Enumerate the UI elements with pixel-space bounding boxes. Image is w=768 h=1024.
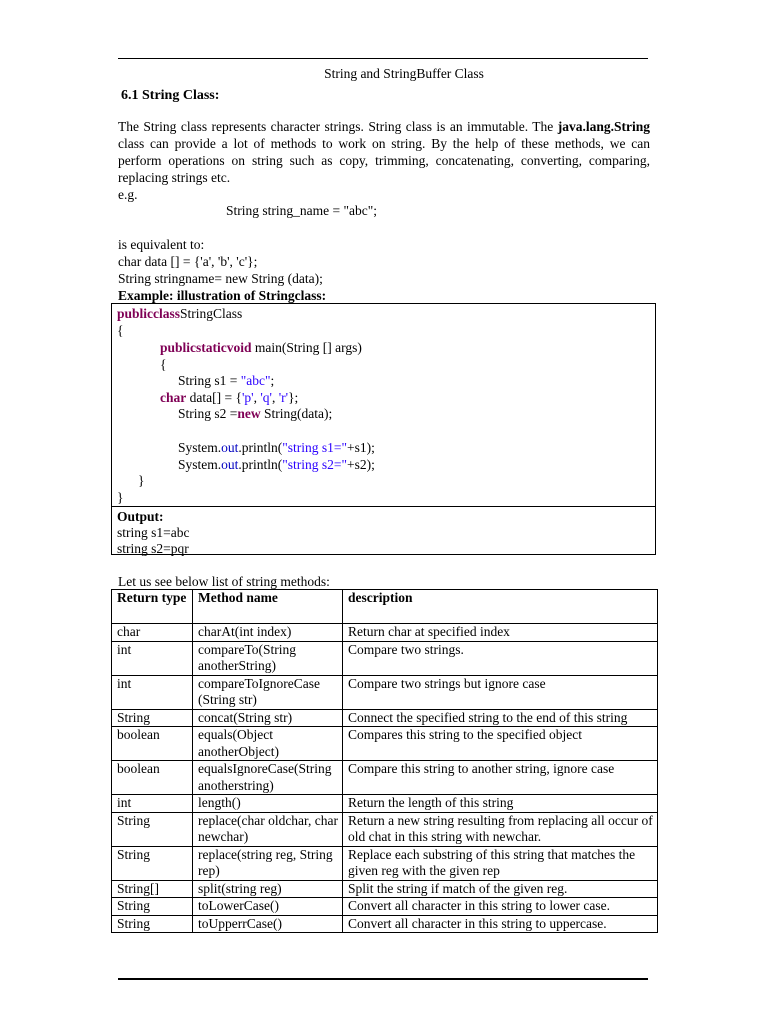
description-cell: Connect the specified string to the end of this string (343, 709, 658, 727)
return-type-cell: boolean (112, 761, 193, 795)
description-cell: Compares this string to the specified object (343, 727, 658, 761)
code-field: out (221, 457, 239, 472)
return-type-cell: String (112, 709, 193, 727)
method-name-cell: equalsIgnoreCase(String anotherstring) (193, 761, 343, 795)
methods-table (111, 589, 658, 933)
code-text: .println( (238, 457, 283, 472)
code-text: System. (178, 440, 222, 455)
bottom-rule (118, 978, 648, 980)
output-divider (112, 506, 655, 507)
description-cell: Return the length of this string (343, 795, 658, 813)
code-line-8 (178, 439, 375, 456)
code-text: String(data); (260, 406, 333, 421)
code-field: out (221, 440, 239, 455)
code-line-9 (178, 456, 375, 473)
description-cell: Convert all character in this string to lower case. (343, 898, 658, 916)
method-name-cell: length() (193, 795, 343, 813)
code-keyword: publicstaticvoid (160, 340, 252, 355)
code-line-1 (117, 305, 242, 322)
header-return-type: Return type (112, 590, 193, 624)
header-method-name: Method name (193, 590, 343, 624)
code-string: 'p' (241, 390, 254, 405)
code-text: ; (270, 373, 275, 388)
table-header-row (112, 590, 658, 624)
description-cell: Split the string if match of the given reg. (343, 880, 658, 898)
method-name-cell: charAt(int index) (193, 624, 343, 642)
table-row (112, 915, 658, 933)
eg-label: e.g. (118, 187, 138, 202)
method-name-cell: equals(Object anotherObject) (193, 727, 343, 761)
method-name-cell: compareTo(String anotherString) (193, 641, 343, 675)
code-text: System. (178, 457, 222, 472)
return-type-cell: String (112, 846, 193, 880)
equivalent-block (118, 236, 323, 287)
code-text: +s2); (347, 457, 375, 472)
method-name-cell: concat(String str) (193, 709, 343, 727)
section-heading: 6.1 String Class: (121, 88, 220, 103)
table-row (112, 675, 658, 709)
return-type-cell: int (112, 641, 193, 675)
return-type-cell: boolean (112, 727, 193, 761)
output-line-1: string s1=abc (117, 525, 190, 540)
code-line-5 (178, 372, 274, 389)
code-keyword: char (160, 390, 187, 405)
description-cell: Return char at specified index (343, 624, 658, 642)
method-name-cell: toLowerCase() (193, 898, 343, 916)
return-type-cell: int (112, 795, 193, 813)
code-string: "abc" (240, 373, 271, 388)
code-line-2: { (117, 323, 124, 338)
method-name-cell: replace(char oldchar, char newchar) (193, 812, 343, 846)
code-line-4: { (160, 357, 167, 372)
code-keyword: publicclass (117, 306, 181, 321)
code-line-7 (178, 405, 332, 422)
return-type-cell: int (112, 675, 193, 709)
table-row (112, 898, 658, 916)
table-row (112, 880, 658, 898)
methods-intro: Let us see below list of string methods: (118, 574, 330, 589)
method-name-cell: toUpperrCase() (193, 915, 343, 933)
code-string: 'q' (260, 390, 272, 405)
code-line-10: } (138, 473, 145, 488)
code-text: StringClass (180, 306, 243, 321)
code-text: +s1); (347, 440, 375, 455)
description-cell: Return a new string resulting from replacing all occur of old chat in this string with newchar. (343, 812, 658, 846)
intro-text-1: The String class represents character strings. String class is an immutable. The (118, 119, 558, 134)
code-box (111, 303, 656, 555)
description-cell: Compare this string to another string, ignore case (343, 761, 658, 795)
code-text: String s2 = (178, 406, 238, 421)
table-row (112, 795, 658, 813)
equivalent-label: is equivalent to: (118, 237, 205, 252)
header-description: description (343, 590, 658, 624)
return-type-cell: String (112, 812, 193, 846)
return-type-cell: char (112, 624, 193, 642)
code-string: "string s2=" (282, 457, 348, 472)
example-title: Example: illustration of Stringclass: (118, 288, 327, 303)
equivalent-line-2: String stringname= new String (data); (118, 271, 323, 286)
method-name-cell: split(string reg) (193, 880, 343, 898)
intro-paragraph (118, 118, 650, 186)
code-text: .println( (238, 440, 283, 455)
equivalent-line-1: char data [] = {'a', 'b', 'c'}; (118, 254, 258, 269)
table-row (112, 727, 658, 761)
code-line-6 (160, 389, 298, 406)
code-string: "string s1=" (282, 440, 348, 455)
eg-declaration: String string_name = "abc"; (226, 203, 377, 218)
return-type-cell: String (112, 915, 193, 933)
code-text: String s1 = (178, 373, 241, 388)
output-line-2: string s2=pqr (117, 541, 189, 556)
code-keyword: new (237, 406, 261, 421)
description-cell: Compare two strings but ignore case (343, 675, 658, 709)
table-row (112, 624, 658, 642)
table-row (112, 846, 658, 880)
method-name-cell: compareToIgnoreCase (String str) (193, 675, 343, 709)
description-cell: Compare two strings. (343, 641, 658, 675)
return-type-cell: String[] (112, 880, 193, 898)
return-type-cell: String (112, 898, 193, 916)
code-text: data[] = { (186, 390, 242, 405)
code-text: , (271, 390, 279, 405)
code-line-11: } (117, 490, 124, 505)
table-row (112, 761, 658, 795)
code-text: main(String [] args) (251, 340, 362, 355)
intro-text-2: class can provide a lot of methods to work on string. By the help of these methods, we can perform operations on string such as copy, trimming, concatenating, converting, comparing, replacing strings etc. (118, 136, 650, 185)
code-string: 'r' (278, 390, 289, 405)
description-cell: Convert all character in this string to uppercase. (343, 915, 658, 933)
table-row (112, 812, 658, 846)
intro-bold-class: java.lang.String (557, 119, 650, 134)
code-line-3 (160, 339, 362, 356)
description-cell: Replace each substring of this string that matches the given reg with the given rep (343, 846, 658, 880)
output-title: Output: (117, 509, 164, 524)
method-name-cell: replace(string reg, String rep) (193, 846, 343, 880)
code-text: , (253, 390, 261, 405)
top-rule (118, 58, 648, 59)
table-row (112, 641, 658, 675)
table-row (112, 709, 658, 727)
page-header: String and StringBuffer Class (324, 66, 484, 81)
code-text: }; (288, 390, 299, 405)
